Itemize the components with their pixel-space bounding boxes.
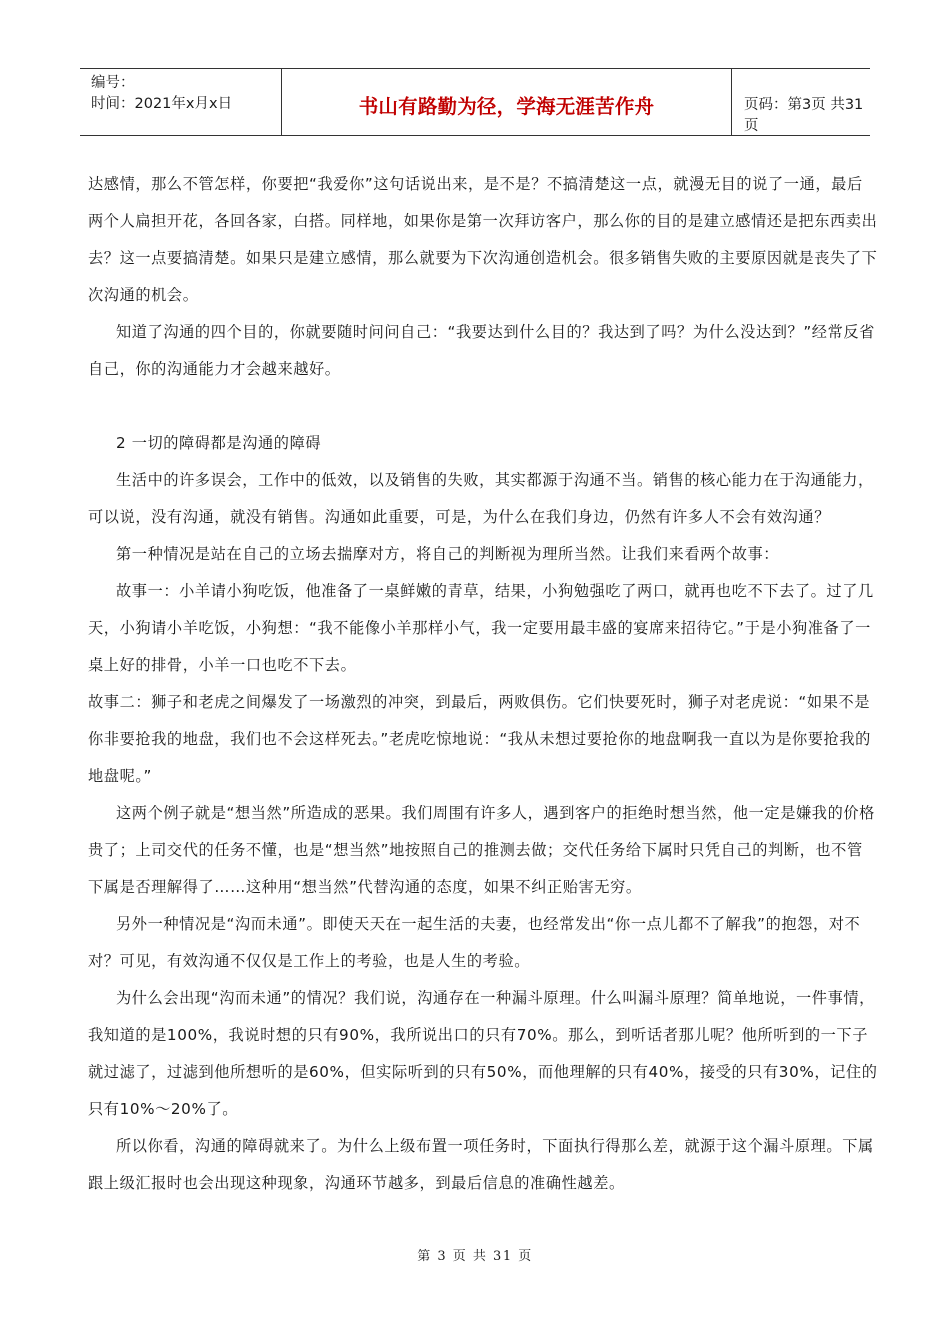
paragraph-story-1: 故事一：小羊请小狗吃饭，他准备了一桌鲜嫩的青草，结果，小狗勉强吃了两口，就再也吃不下去了。过了几天，小狗请小羊吃饭，小狗想：“我不能像小羊那样小气，我一定要用最丰盛的宴席来招待它。”于是小狗准备了一桌上好的排骨，小羊一口也吃不下去。 (88, 582, 874, 674)
paragraph-8: 所以你看，沟通的障碍就来了。为什么上级布置一项任务时，下面执行得那么差，就源于这个漏斗原理。下属跟上级汇报时也会出现这种现象，沟通环节越多，到最后信息的准确性越差。 (88, 1137, 874, 1192)
section-heading: 2 一切的障碍都是沟通的障碍 (116, 434, 322, 452)
paragraph-4: 第一种情况是站在自己的立场去揣摩对方，将自己的判断视为理所当然。让我们来看两个故事： (116, 545, 780, 563)
header-motto: 书山有路勤为径，学海无涯苦作舟 (358, 95, 655, 118)
document-body (88, 166, 878, 1202)
page-footer: 第 3 页 共 31 页 (417, 1249, 533, 1264)
paragraph-3: 生活中的许多误会，工作中的低效，以及销售的失败，其实都源于沟通不当。销售的核心能力在于沟通能力，可以说，没有沟通，就没有销售。沟通如此重要，可是，为什么在我们身边，仍然有许多人不会有效沟通？ (88, 471, 874, 526)
header-meta (80, 69, 282, 135)
header-page-cell (732, 69, 870, 135)
header-time-label: 时间：2021年x月x日 (91, 96, 233, 112)
paragraph-1: 达感情，那么不管怎样，你要把“我爱你”这句话说出来，是不是？不搞清楚这一点，就漫无目的说了一通，最后两个人扁担开花，各回各家，白搭。同样地，如果你是第一次拜访客户，那么你的目的是建立感情还是把东西卖出去？这一点要搞清楚。如果只是建立感情，那么就要为下次沟通创造机会。很多销售失败的主要原因就是丧失了下次沟通的机会。 (88, 175, 878, 304)
paragraph-5: 这两个例子就是“想当然”所造成的恶果。我们周围有许多人，遇到客户的拒绝时想当然，他一定是嫌我的价格贵了；上司交代的任务不懂，也是“想当然”地按照自己的推测去做；交代任务给下属时只凭自己的判断，也不管下属是否理解得了……这种用“想当然”代替沟通的态度，如果不纠正贻害无穷。 (88, 804, 875, 896)
paragraph-2: 知道了沟通的四个目的，你就要随时问问自己：“我要达到什么目的？我达到了吗？为什么没达到？”经常反省自己，你的沟通能力才会越来越好。 (88, 323, 875, 378)
paragraph-story-2: 故事二：狮子和老虎之间爆发了一场激烈的冲突，到最后，两败俱伤。它们快要死时，狮子对老虎说：“如果不是你非要抢我的地盘，我们也不会这样死去。”老虎吃惊地说：“我从未想过要抢你的地盘啊我一直以为是你要抢我的地盘呢。” (88, 693, 871, 785)
header-motto-cell (282, 69, 732, 135)
header-number-label: 编号： (91, 75, 135, 91)
header-page-label: 页码：第3页 共31页 (744, 97, 864, 134)
paragraph-6: 另外一种情况是“沟而未通”。即使天天在一起生活的夫妻，也经常发出“你一点儿都不了解我”的抱怨，对不对？可见，有效沟通不仅仅是工作上的考验，也是人生的考验。 (88, 915, 861, 970)
paragraph-7: 为什么会出现“沟而未通”的情况？我们说，沟通存在一种漏斗原理。什么叫漏斗原理？简单地说，一件事情，我知道的是100%，我说时想的只有90%，我所说出口的只有70%。那么，到听话者那儿呢？他所听到的一下子就过滤了，过滤到他所想听的是60%，但实际听到的只有50%，而他理解的只有40%，接受的只有30%，记住的只有10%～20%了。 (88, 989, 878, 1118)
page-header (80, 68, 870, 136)
section-gap (88, 388, 878, 425)
